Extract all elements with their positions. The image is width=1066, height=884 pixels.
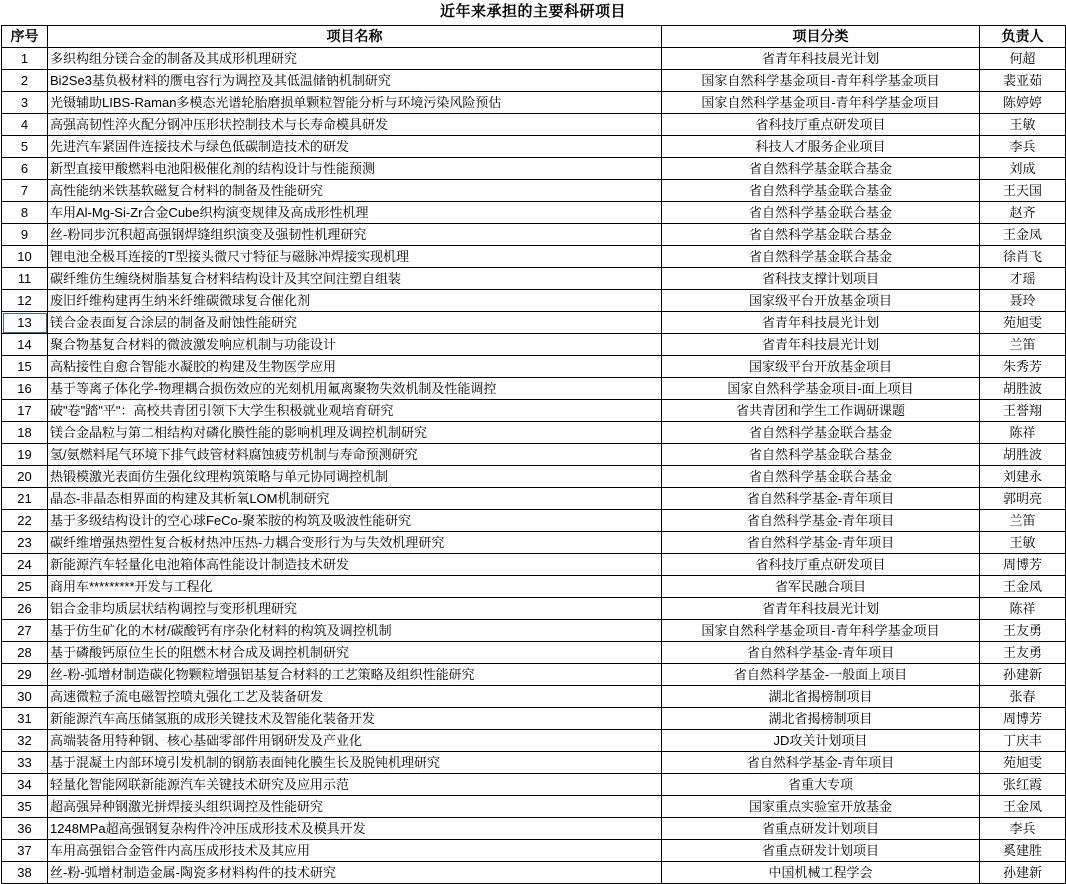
cell-project-name: 镁合金晶粒与第二相结构对磷化膜性能的影响机理及调控机制研究 [48,422,662,444]
cell-category: 国家自然科学基金项目-青年科学基金项目 [662,92,980,114]
table-row [2,70,1066,92]
table-row [2,752,1066,774]
cell-project-name: 新能源汽车轻量化电池箱体高性能设计制造技术研发 [48,554,662,576]
cell-project-name: 车用Al-Mg-Si-Zr合金Cube织构演变规律及高成形性机理 [48,202,662,224]
table-row [2,532,1066,554]
cell-index: 10 [2,246,48,268]
table-row [2,224,1066,246]
cell-category: 省自然科学基金联合基金 [662,224,980,246]
cell-category: 省科技支撑计划项目 [662,268,980,290]
table-row [2,114,1066,136]
cell-project-name: Bi2Se3基负极材料的赝电容行为调控及其低温储钠机制研究 [48,70,662,92]
cell-index: 7 [2,180,48,202]
cell-project-name: 多织构组分镁合金的制备及其成形机理研究 [48,48,662,70]
cell-category: 国家自然科学基金项目-青年科学基金项目 [662,620,980,642]
table-row [2,334,1066,356]
table-row [2,202,1066,224]
cell-index: 12 [2,290,48,312]
table-row [2,466,1066,488]
cell-index: 38 [2,862,48,884]
cell-category: 省青年科技晨光计划 [662,334,980,356]
cell-owner: 赵齐 [980,202,1066,224]
cell-project-name: 高速微粒子流电磁智控喷丸强化工艺及装备研发 [48,686,662,708]
table-row [2,246,1066,268]
cell-index: 18 [2,422,48,444]
cell-category: 省科技厅重点研发项目 [662,554,980,576]
cell-project-name: 丝-粉-弧增材制造碳化物颗粒增强铝基复合材料的工艺策略及组织性能研究 [48,664,662,686]
table-row [2,48,1066,70]
cell-owner: 何超 [980,48,1066,70]
table-row [2,840,1066,862]
cell-project-name: 超高强异种钢激光拼焊接头组织调控及性能研究 [48,796,662,818]
table-row [2,422,1066,444]
cell-project-name: 晶态-非晶态相界面的构建及其析氧LOM机制研究 [48,488,662,510]
cell-project-name: 商用车*********开发与工程化 [48,576,662,598]
cell-owner: 李兵 [980,818,1066,840]
cell-category: 省自然科学基金-青年项目 [662,488,980,510]
cell-owner: 王友勇 [980,642,1066,664]
cell-category: 省自然科学基金联合基金 [662,180,980,202]
cell-category: 省共青团和学生工作调研课题 [662,400,980,422]
table-row [2,576,1066,598]
table-row [2,554,1066,576]
cell-category: 省青年科技晨光计划 [662,598,980,620]
cell-project-name: 锂电池全极耳连接的T型接头微尺寸特征与磁脉冲焊接实现机理 [48,246,662,268]
cell-category: 省自然科学基金联合基金 [662,158,980,180]
cell-owner: 朱秀芳 [980,356,1066,378]
cell-owner: 张春 [980,686,1066,708]
cell-project-name: 碳纤维增强热塑性复合板材热冲压热-力耦合变形行为与失效机理研究 [48,532,662,554]
cell-owner: 才瑶 [980,268,1066,290]
cell-category: 国家自然科学基金项目-青年科学基金项目 [662,70,980,92]
cell-category: 省重大专项 [662,774,980,796]
table-row [2,664,1066,686]
cell-owner: 兰笛 [980,510,1066,532]
table-row [2,796,1066,818]
cell-owner: 郭明亮 [980,488,1066,510]
cell-category: 省重点研发计划项目 [662,818,980,840]
cell-owner: 孙建新 [980,862,1066,884]
table-row [2,92,1066,114]
cell-index: 25 [2,576,48,598]
cell-category: 省自然科学基金-青年项目 [662,752,980,774]
table-row [2,136,1066,158]
cell-index: 29 [2,664,48,686]
cell-project-name: 车用高强铝合金管件内高压成形技术及其应用 [48,840,662,862]
cell-project-name: 碳纤维仿生缠绕树脂基复合材料结构设计及其空间注塑自组装 [48,268,662,290]
cell-owner: 陈祥 [980,422,1066,444]
cell-index: 22 [2,510,48,532]
cell-index: 16 [2,378,48,400]
cell-project-name: 聚合物基复合材料的微波激发响应机制与功能设计 [48,334,662,356]
cell-category: 省军民融合项目 [662,576,980,598]
cell-category: 省自然科学基金-一般面上项目 [662,664,980,686]
table-row [2,312,1066,334]
cell-owner: 奚建胜 [980,840,1066,862]
cell-category: 省自然科学基金联合基金 [662,444,980,466]
column-header-owner: 负责人 [980,26,1066,48]
table-row [2,818,1066,840]
cell-project-name: 光镊辅助LIBS-Raman多模态光谱轮胎磨损单颗粒智能分析与环境污染风险预估 [48,92,662,114]
cell-project-name: 丝-粉-弧增材制造金属-陶瓷多材料构件的技术研究 [48,862,662,884]
table-row [2,444,1066,466]
column-header-index: 序号 [2,26,48,48]
cell-index: 8 [2,202,48,224]
cell-index: 6 [2,158,48,180]
cell-project-name: 轻量化智能网联新能源汽车关键技术研究及应用示范 [48,774,662,796]
cell-category: 国家重点实验室开放基金 [662,796,980,818]
cell-project-name: 基于等离子体化学-物理耦合损伤效应的光刻机用氟离聚物失效机制及性能调控 [48,378,662,400]
cell-index: 9 [2,224,48,246]
table-row [2,488,1066,510]
table-row [2,400,1066,422]
cell-owner: 胡胜波 [980,378,1066,400]
cell-index: 30 [2,686,48,708]
cell-index: 32 [2,730,48,752]
cell-category: 省重点研发计划项目 [662,840,980,862]
table-row [2,620,1066,642]
cell-index: 13 [2,312,48,334]
cell-index: 33 [2,752,48,774]
cell-index: 3 [2,92,48,114]
cell-owner: 刘成 [980,158,1066,180]
cell-owner: 聂玲 [980,290,1066,312]
table-row [2,774,1066,796]
cell-owner: 苑旭雯 [980,752,1066,774]
cell-owner: 周博芳 [980,554,1066,576]
cell-owner: 王敏 [980,532,1066,554]
cell-owner: 兰笛 [980,334,1066,356]
column-header-category: 项目分类 [662,26,980,48]
cell-owner: 胡胜波 [980,444,1066,466]
cell-category: JD攻关计划项目 [662,730,980,752]
cell-index: 2 [2,70,48,92]
cell-index: 31 [2,708,48,730]
cell-category: 省科技厅重点研发项目 [662,114,980,136]
cell-index: 1 [2,48,48,70]
cell-category: 省自然科学基金-青年项目 [662,532,980,554]
cell-owner: 王金凤 [980,576,1066,598]
cell-index: 17 [2,400,48,422]
cell-project-name: 新型直接甲酸燃料电池阳极催化剂的结构设计与性能预测 [48,158,662,180]
cell-project-name: 先进汽车紧固件连接技术与绿色低碳制造技术的研发 [48,136,662,158]
cell-index: 37 [2,840,48,862]
cell-owner: 陈婷婷 [980,92,1066,114]
cell-index: 26 [2,598,48,620]
cell-index: 35 [2,796,48,818]
cell-project-name: 1248MPa超高强钢复杂构件冷冲压成形技术及模具开发 [48,818,662,840]
table-row [2,378,1066,400]
cell-project-name: 氢/氨燃料尾气环境下排气歧管材料腐蚀疲劳机制与寿命预测研究 [48,444,662,466]
cell-project-name: 破"卷"踏"平"：高校共青团引领下大学生积极就业观培育研究 [48,400,662,422]
cell-category: 国家自然科学基金项目-面上项目 [662,378,980,400]
table-row [2,290,1066,312]
cell-owner: 李兵 [980,136,1066,158]
cell-project-name: 基于混凝土内部环境引发机制的钢筋表面钝化膜生长及脱钝机理研究 [48,752,662,774]
table-row [2,708,1066,730]
cell-owner: 孙建新 [980,664,1066,686]
cell-index: 21 [2,488,48,510]
table-row [2,510,1066,532]
cell-owner: 陈祥 [980,598,1066,620]
cell-index: 4 [2,114,48,136]
table-row [2,686,1066,708]
cell-project-name: 高强高韧性淬火配分钢冲压形状控制技术与长寿命模具研发 [48,114,662,136]
cell-owner: 刘建永 [980,466,1066,488]
cell-index: 23 [2,532,48,554]
cell-index: 11 [2,268,48,290]
cell-owner: 王金凤 [980,224,1066,246]
cell-category: 湖北省揭榜制项目 [662,686,980,708]
cell-index: 36 [2,818,48,840]
table-row [2,642,1066,664]
cell-owner: 张红霞 [980,774,1066,796]
table-row [2,268,1066,290]
cell-category: 省自然科学基金-青年项目 [662,642,980,664]
table-header-row [2,26,1066,48]
table-row [2,598,1066,620]
cell-owner: 王友勇 [980,620,1066,642]
cell-index: 34 [2,774,48,796]
cell-owner: 王金凤 [980,796,1066,818]
table-row [2,180,1066,202]
cell-project-name: 热锻模激光表面仿生强化纹理构筑策略与单元协同调控机制 [48,466,662,488]
cell-owner: 裴亚茹 [980,70,1066,92]
cell-project-name: 高端装备用特种钢、核心基础零部件用钢研发及产业化 [48,730,662,752]
cell-category: 省自然科学基金联合基金 [662,246,980,268]
cell-index: 27 [2,620,48,642]
cell-index: 19 [2,444,48,466]
cell-project-name: 镁合金表面复合涂层的制备及耐蚀性能研究 [48,312,662,334]
cell-owner: 徐肖飞 [980,246,1066,268]
cell-owner: 周博芳 [980,708,1066,730]
cell-category: 省自然科学基金-青年项目 [662,510,980,532]
page-title: 近年来承担的主要科研项目 [439,3,626,20]
cell-category: 国家级平台开放基金项目 [662,356,980,378]
table-body [2,48,1066,884]
cell-category: 省自然科学基金联合基金 [662,202,980,224]
cell-project-name: 丝-粉同步沉积超高强钢焊缝组织演变及强韧性机理研究 [48,224,662,246]
cell-project-name: 新能源汽车高压储氢瓶的成形关键技术及智能化装备开发 [48,708,662,730]
cell-project-name: 高粘接性自愈合智能水凝胶的构建及生物医学应用 [48,356,662,378]
cell-index: 28 [2,642,48,664]
cell-category: 省青年科技晨光计划 [662,312,980,334]
cell-category: 科技人才服务企业项目 [662,136,980,158]
cell-category: 中国机械工程学会 [662,862,980,884]
cell-index: 5 [2,136,48,158]
cell-category: 国家级平台开放基金项目 [662,290,980,312]
cell-project-name: 铝合金非均质层状结构调控与变形机理研究 [48,598,662,620]
cell-owner: 王敏 [980,114,1066,136]
table-row [2,730,1066,752]
table-row [2,862,1066,884]
cell-category: 省自然科学基金联合基金 [662,422,980,444]
cell-category: 省自然科学基金联合基金 [662,466,980,488]
cell-owner: 苑旭雯 [980,312,1066,334]
cell-owner: 王天国 [980,180,1066,202]
column-header-project-name: 项目名称 [48,26,662,48]
cell-project-name: 基于仿生矿化的木材/碳酸钙有序杂化材料的构筑及调控机制 [48,620,662,642]
cell-owner: 王誉翔 [980,400,1066,422]
cell-index: 20 [2,466,48,488]
cell-index: 15 [2,356,48,378]
cell-index: 14 [2,334,48,356]
table-row [2,158,1066,180]
cell-project-name: 基于多级结构设计的空心球FeCo-聚苯胺的构筑及吸波性能研究 [48,510,662,532]
projects-table [1,25,1066,884]
cell-project-name: 基于磷酸钙原位生长的阻燃木材合成及调控机制研究 [48,642,662,664]
table-row [2,356,1066,378]
cell-category: 湖北省揭榜制项目 [662,708,980,730]
cell-project-name: 高性能纳米铁基软磁复合材料的制备及性能研究 [48,180,662,202]
cell-owner: 丁庆丰 [980,730,1066,752]
cell-index: 24 [2,554,48,576]
cell-category: 省青年科技晨光计划 [662,48,980,70]
cell-project-name: 废旧纤维构建再生纳米纤维碳微球复合催化剂 [48,290,662,312]
